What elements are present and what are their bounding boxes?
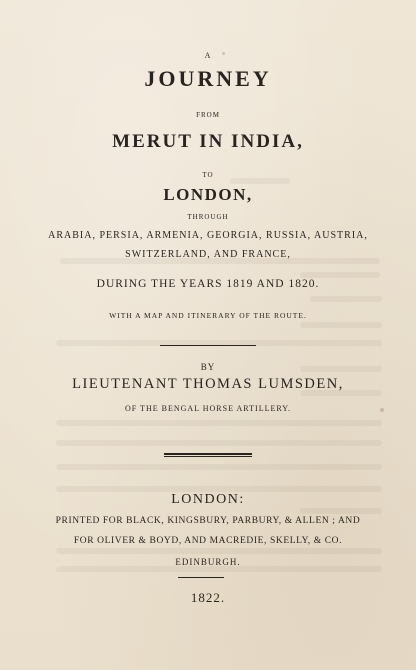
imprint-place: LONDON: [171, 492, 245, 507]
to-label: TO [202, 171, 214, 179]
countries-line-2: SWITZERLAND, AND FRANCE, [125, 249, 291, 260]
map-note: WITH A MAP AND ITINERARY OF THE ROUTE. [109, 311, 307, 320]
printers-line-2: FOR OLIVER & BOYD, AND MACREDIE, SKELLY, & CO. [73, 536, 343, 546]
divider-rule [160, 345, 256, 346]
printers-line-1: PRINTED FOR BLACK, KINGSBURY, PARBURY, & ALLEN ; AND [55, 516, 361, 526]
short-rule [178, 577, 224, 578]
by-label: BY [200, 362, 216, 372]
destination-heading: LONDON, [163, 185, 253, 204]
title-article: A [204, 51, 212, 60]
double-divider-rule [164, 453, 252, 457]
printers-city: EDINBURGH. [175, 557, 241, 567]
author-name: LIEUTENANT THOMAS LUMSDEN, [72, 376, 344, 392]
main-title: JOURNEY [144, 66, 272, 91]
publication-year: 1822. [190, 590, 226, 605]
countries-line-1: ARABIA, PERSIA, ARMENIA, GEORGIA, RUSSIA, AUSTRIA, [48, 230, 368, 241]
through-label: THROUGH [187, 213, 229, 221]
origin-heading: MERUT IN INDIA, [112, 131, 304, 152]
author-affiliation: OF THE BENGAL HORSE ARTILLERY. [124, 404, 292, 413]
years-line: DURING THE YEARS 1819 AND 1820. [96, 278, 320, 290]
from-label: FROM [196, 111, 220, 119]
